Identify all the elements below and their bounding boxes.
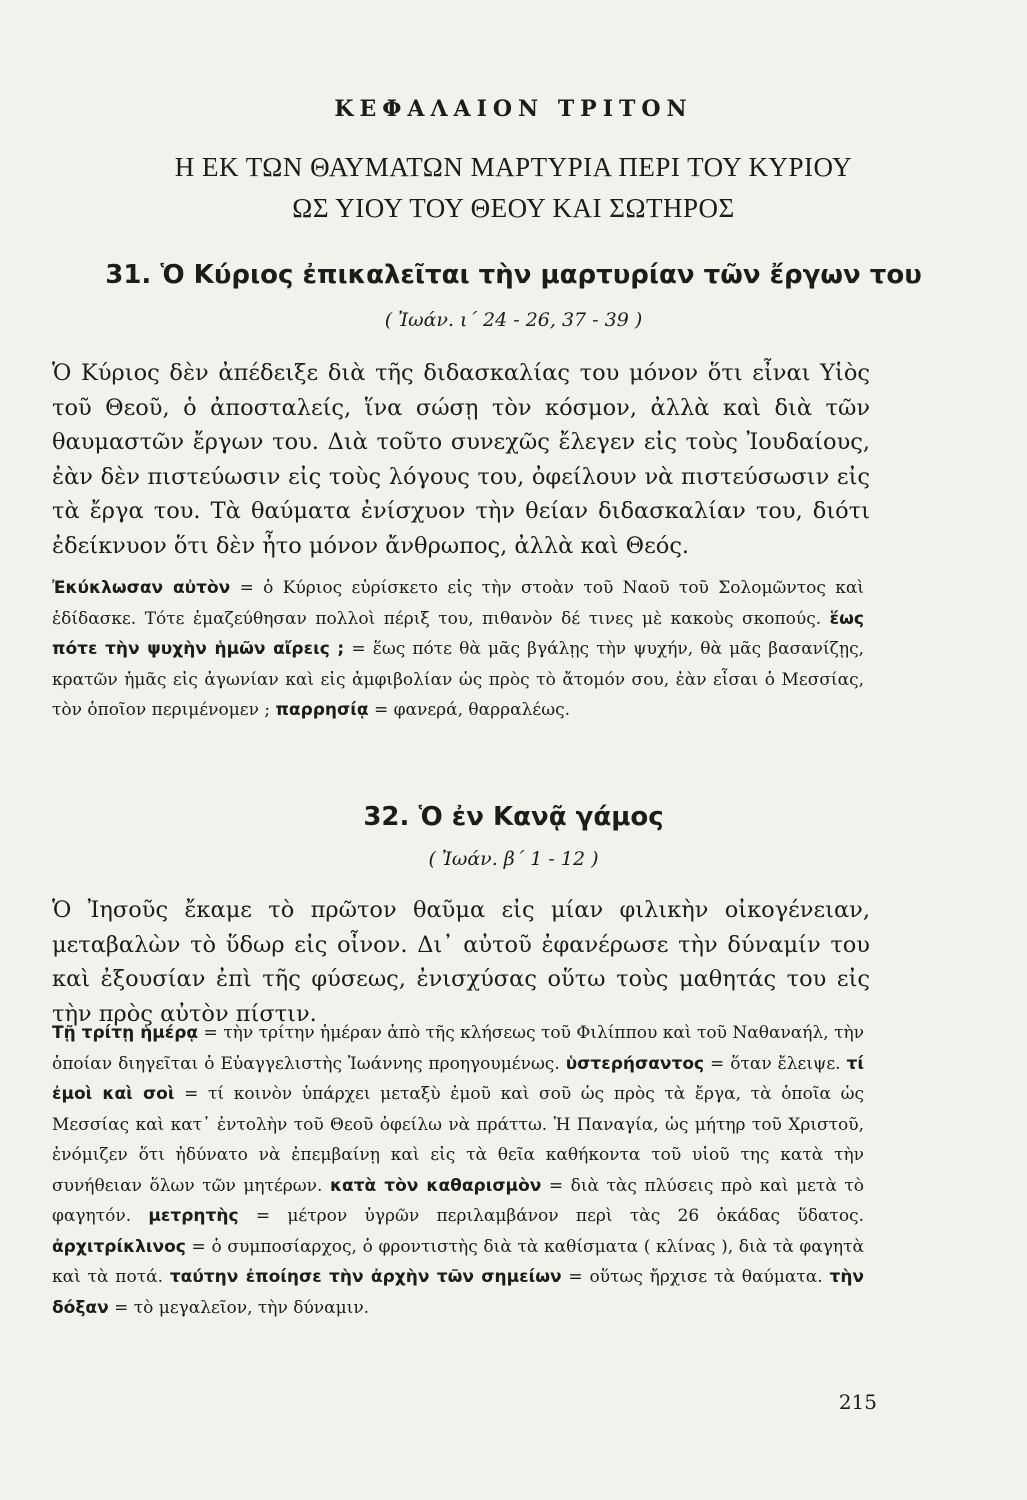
note-text: = μέτρον ὑγρῶν περιλαμβάνον περὶ τὰς 26 ὀκάδας ὕδατος. [238, 1206, 864, 1226]
note-text: = ὅταν ἔλειψε. [704, 1053, 847, 1074]
note-term: ἕως πότε τὴν ψυχὴν ἡμῶν αἴρεις ; [52, 608, 864, 659]
note-text: = ἕως πότε θὰ μᾶς βγάλῃς τὴν ψυχήν, θὰ μᾶς βασανίζῃς, κρατῶν ἡμᾶς εἰς ἀγωνίαν καὶ εἰς ἀμφιβολίαν ὡς πρὸς τὸ ἄτομόν σου, ἐὰν εἶσαι ὁ Μεσσίας, τὸν ὁποῖον περιμένομεν ; [52, 639, 864, 720]
section-32-number: 32. [363, 802, 410, 832]
note-term: μετρητὴς [148, 1206, 239, 1226]
section-31-body: Ὁ Κύριος δὲν ἀπέδειξε διὰ τῆς διδασκαλίας του μόνον ὅτι εἶναι Υἱὸς τοῦ Θεοῦ, ὁ ἀποσταλείς, ἵνα σώσῃ τὸν κόσμον, ἀλλὰ καὶ διὰ τῶν θαυμαστῶν ἔργων του. Διὰ τοῦτο συνεχῶς ἔλεγεν εἰς τοὺς Ἰουδαίους, ἐὰν δὲν πιστεύωσιν εἰς τοὺς λόγους του, ὀφείλουν νὰ πιστεύσωσιν εἰς τὰ ἔργα του. Τὰ θαύματα ἐνίσχυον τὴν θείαν διδασκαλίαν του, διότι ἐδείκνυον ὅτι δὲν ἦτο μόνον ἄνθρωπος, ἀλλὰ καὶ Θεός. [52, 360, 870, 559]
note-text: = φανερά, θαρραλέως. [368, 700, 570, 720]
section-31-heading [0, 260, 1027, 290]
chapter-title-line1: Η ΕΚ ΤΩΝ ΘΑΥΜΑΤΩΝ ΜΑΡΤΥΡΙΑ ΠΕΡΙ ΤΟΥ ΚΥΡΙΟΥ [174, 152, 853, 182]
note-term: τὴν δόξαν [52, 1267, 864, 1318]
section-32-title: Ὁ ἐν Κανᾷ γάμος [418, 802, 664, 832]
section-32-reference: ( Ἰωάν. β´ 1 - 12 ) [428, 848, 599, 870]
section-32-heading [0, 802, 1027, 832]
note-text: = οὕτως ἤρχισε τὰ θαύματα. [561, 1267, 830, 1287]
note-term: ὑστερήσαντος [565, 1053, 705, 1074]
note-term: κατὰ τὸν καθαρισμὸν [329, 1175, 542, 1196]
section-31-title: Ὁ Κύριος ἐπικαλεῖται τὴν μαρτυρίαν τῶν ἔργων του [160, 260, 922, 290]
chapter-heading: ΚΕΦΑΛΑΙΟΝ ΤΡΙΤΟΝ [334, 96, 693, 122]
section-31-number: 31. [105, 260, 152, 290]
note-term: ταύτην ἐποίησε τὴν ἀρχὴν τῶν σημείων [169, 1267, 562, 1287]
note-text: = τί κοινὸν ὑπάρχει μεταξὺ ἐμοῦ καὶ σοῦ ὡς πρὸς τὰ ἔργα, τὰ ὁποῖα ὡς Μεσσίας καὶ κατ᾽ ἐντολὴν τοῦ Θεοῦ ὀφείλω νὰ πράττω. Ἡ Παναγία, ὡς μήτηρ τοῦ Χριστοῦ, ἐνόμιζεν ὅτι ἠδύνατο νὰ ἐπεμβαίνῃ καὶ εἰς τὰ θεῖα καθήκοντα τοῦ υἱοῦ της κατὰ τὴν συνήθειαν ὅλων τῶν μητέρων. [52, 1084, 864, 1196]
note-term: Τῇ τρίτῃ ἡμέρᾳ [52, 1023, 199, 1043]
note-text: = διὰ τὰς πλύσεις πρὸ καὶ μετὰ τὸ φαγητόν. [52, 1175, 864, 1226]
note-term: παρρησίᾳ [275, 700, 369, 720]
note-text: = τὸ μεγαλεῖον, τὴν δύναμιν. [108, 1297, 370, 1318]
page-number: 215 [838, 1390, 877, 1414]
note-text: = τὴν τρίτην ἡμέραν ἀπὸ τῆς κλήσεως τοῦ Φιλίππου καὶ τοῦ Ναθαναήλ, τὴν ὁποίαν διηγεῖται ὁ Εὐαγγελιστὴς Ἰωάννης προηγουμένως. [52, 1023, 864, 1074]
note-term: Ἐκύκλωσαν αὐτὸν [52, 578, 231, 598]
note-term: τί ἐμοὶ καὶ σοὶ [52, 1053, 864, 1104]
chapter-title-line2: ΩΣ ΥΙΟΥ ΤΟΥ ΘΕΟΥ ΚΑΙ ΣΩΤΗΡΟΣ [292, 193, 735, 223]
note-text: = ὁ συμποσίαρχος, ὁ φροντιστὴς διὰ τὰ καθίσματα ( κλίνας ), διὰ τὰ φαγητὰ καὶ τὰ ποτά. [52, 1236, 864, 1287]
section-31-notes [52, 573, 864, 726]
note-term: ἀρχιτρίκλινος [52, 1236, 186, 1257]
section-32-body: Ὁ Ἰησοῦς ἔκαμε τὸ πρῶτον θαῦμα εἰς μίαν φιλικὴν οἰκογένειαν, μεταβαλὼν τὸ ὕδωρ εἰς οἶνον. Δι᾽ αὐτοῦ ἐφανέρωσε τὴν δύναμίν του καὶ ἐξουσίαν ἐπὶ τῆς φύσεως, ἐνισχύσας οὕτω τοὺς μαθητάς του εἰς τὴν πρὸς αὐτὸν πίστιν. [52, 897, 870, 1027]
note-text: = ὁ Κύριος εὑρίσκετο εἰς τὴν στοὰν τοῦ Ναοῦ τοῦ Σολομῶντος καὶ ἐδίδασκε. Τότε ἐμαζεύθησαν πολλοὶ πέριξ του, πιθανὸν δέ τινες μὲ κακοὺς σκοπούς. [52, 578, 864, 629]
section-32-notes [52, 1018, 864, 1323]
section-31-reference: ( Ἰωάν. ι´ 24 - 26, 37 - 39 ) [384, 309, 643, 331]
